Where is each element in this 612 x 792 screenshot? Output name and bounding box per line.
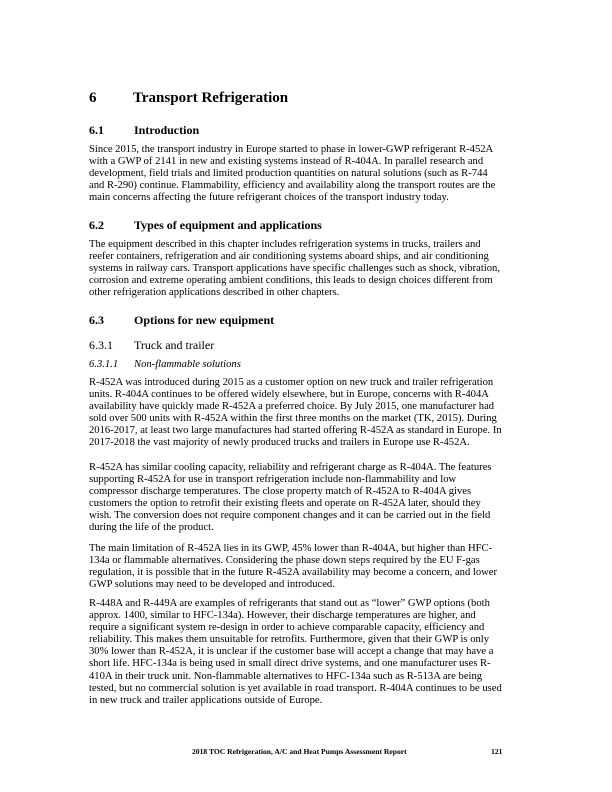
- subsubsection-heading: [89, 359, 241, 370]
- section-number: 6.3: [89, 313, 104, 327]
- paragraph-line: 30% lower than R-452A, it is unclear if the customer base will accept a change that may have a: [89, 646, 494, 658]
- paragraph: [89, 462, 492, 535]
- paragraph-line: in new truck and trailer applications outside of Europe.: [89, 694, 323, 706]
- page-number: 121: [491, 747, 503, 756]
- paragraph-line: short life. HFC-134a is being used in small direct drive systems, and one manufacturer uses R-: [89, 658, 491, 670]
- paragraph-line: 134a or flammable alternatives. Considering the phase down steps required by the EU F-gas: [89, 555, 480, 567]
- paragraph-line: main concerns affecting the future refrigerant choices of the transport industry today.: [89, 192, 449, 204]
- paragraph-line: availability have quickly made R-452A a preferred choice. By July 2015, one manufacturer had: [89, 401, 495, 413]
- footer-title: 2018 TOC Refrigeration, A/C and Heat Pumps Assessment Report: [192, 747, 407, 756]
- paragraph-line: tested, but no commercial solution is yet available in road transport. R-404A continues to be used: [89, 682, 502, 694]
- paragraph-line: The main limitation of R-452A lies in its GWP, 45% lower than R-404A, but higher than HFC-: [89, 543, 493, 554]
- paragraph-line: reefer containers, refrigeration and air conditioning systems aboard ships, and air conditioning: [89, 251, 489, 263]
- paragraph-line: with a GWP of 2141 in new and existing systems instead of R-404A. In parallel research and: [89, 156, 484, 168]
- section-title: Introduction: [134, 123, 200, 137]
- paragraph-line: regulation, it is possible that in the future R-452A availability may become a concern, and lower: [89, 567, 498, 579]
- paragraph-line: reliability. This makes them unsuitable for retrofits. Furthermore, given that their GWP is only: [89, 634, 490, 646]
- section-number: 6.2: [89, 218, 104, 232]
- paragraph: [89, 598, 502, 707]
- subsection-heading: [89, 338, 214, 353]
- paragraph-line: wish. The conversion does not require component changes and it can be carried out in the field: [89, 510, 491, 522]
- subsection-number: 6.3.1: [89, 338, 113, 352]
- section-number: 6.1: [89, 123, 104, 137]
- subsection-title: Truck and trailer: [134, 338, 215, 352]
- subsubsection-title: Non-flammable solutions: [134, 359, 241, 370]
- paragraph-line: R-452A was introduced during 2015 as a customer option on new truck and trailer refrigeration: [89, 377, 494, 388]
- paragraph-line: systems in railway cars. Transport applications have specific challenges such as shock, vibration,: [89, 263, 500, 275]
- paragraph-line: R-452A has similar cooling capacity, reliability and refrigerant charge as R-404A. The features: [89, 462, 492, 473]
- paragraph-line: The equipment described in this chapter includes refrigeration systems in trucks, trailers and: [89, 239, 481, 250]
- paragraph-line: 410A in their truck unit. Non-flammable alternatives to HFC-134a such as R-513A are being: [89, 670, 483, 682]
- section-heading-6-3: [89, 313, 274, 328]
- subsubsection-number: 6.3.1.1: [89, 359, 119, 370]
- paragraph-line: other refrigeration applications described in other chapters.: [89, 287, 340, 299]
- section-heading-6-2: [89, 218, 322, 233]
- paragraph-line: corrosion and extreme operating ambient conditions, this leads to design choices different from: [89, 275, 493, 287]
- paragraph-line: approx. 1400, similar to HFC-134a). However, their discharge temperatures are higher, and: [89, 610, 476, 622]
- paragraph-line: compressor discharge temperatures. The close property match of R-452A to R-404A gives: [89, 486, 472, 498]
- chapter-number: 6: [89, 90, 97, 106]
- paragraph: [89, 377, 502, 450]
- paragraph-line: during the life of the product.: [89, 522, 214, 534]
- paragraph-line: 2016-2017, at least two large manufactures had started offering R-452A as standard in Europe. In: [89, 425, 502, 437]
- paragraph: [89, 144, 495, 204]
- paragraph-line: customers the option to retrofit their existing fleets and operate on R-452A later, should they: [89, 498, 481, 510]
- paragraph: [89, 239, 500, 299]
- paragraph-line: Since 2015, the transport industry in Europe started to phase in lower-GWP refrigerant R-452A: [89, 144, 494, 155]
- paragraph-line: units. R-404A continues to be offered widely elsewhere, but in Europe, concerns with R-404A: [89, 389, 489, 401]
- chapter-title: Transport Refrigeration: [133, 90, 289, 106]
- paragraph-line: require a significant system re-design in order to achieve comparable capacity, efficiency and: [89, 622, 485, 634]
- section-title: Types of equipment and applications: [134, 218, 322, 232]
- paragraph-line: supporting R-452A for use in transport refrigeration include non-flammability and low: [89, 474, 457, 486]
- paragraph-line: GWP solutions may need to be developed and introduced.: [89, 579, 335, 591]
- section-title: Options for new equipment: [134, 313, 275, 327]
- section-heading-6-1: [89, 123, 199, 138]
- paragraph-line: sold over 500 units with R-452A within the first three months on the market (TK, 2015). During: [89, 413, 497, 425]
- paragraph-line: 2017-2018 the vast majority of newly produced trucks and trailers in Europe use R-452A.: [89, 437, 470, 449]
- paragraph-line: development, field trials and limited production quantities on natural solutions (such as R-744: [89, 168, 488, 180]
- paragraph-line: and R-290) continue. Flammability, efficiency and availability along the transport routes are the: [89, 180, 496, 192]
- paragraph-line: R-448A and R-449A are examples of refrigerants that stand out as “lower” GWP options (both: [89, 598, 490, 609]
- chapter-heading: [89, 90, 288, 107]
- paragraph: [89, 543, 497, 591]
